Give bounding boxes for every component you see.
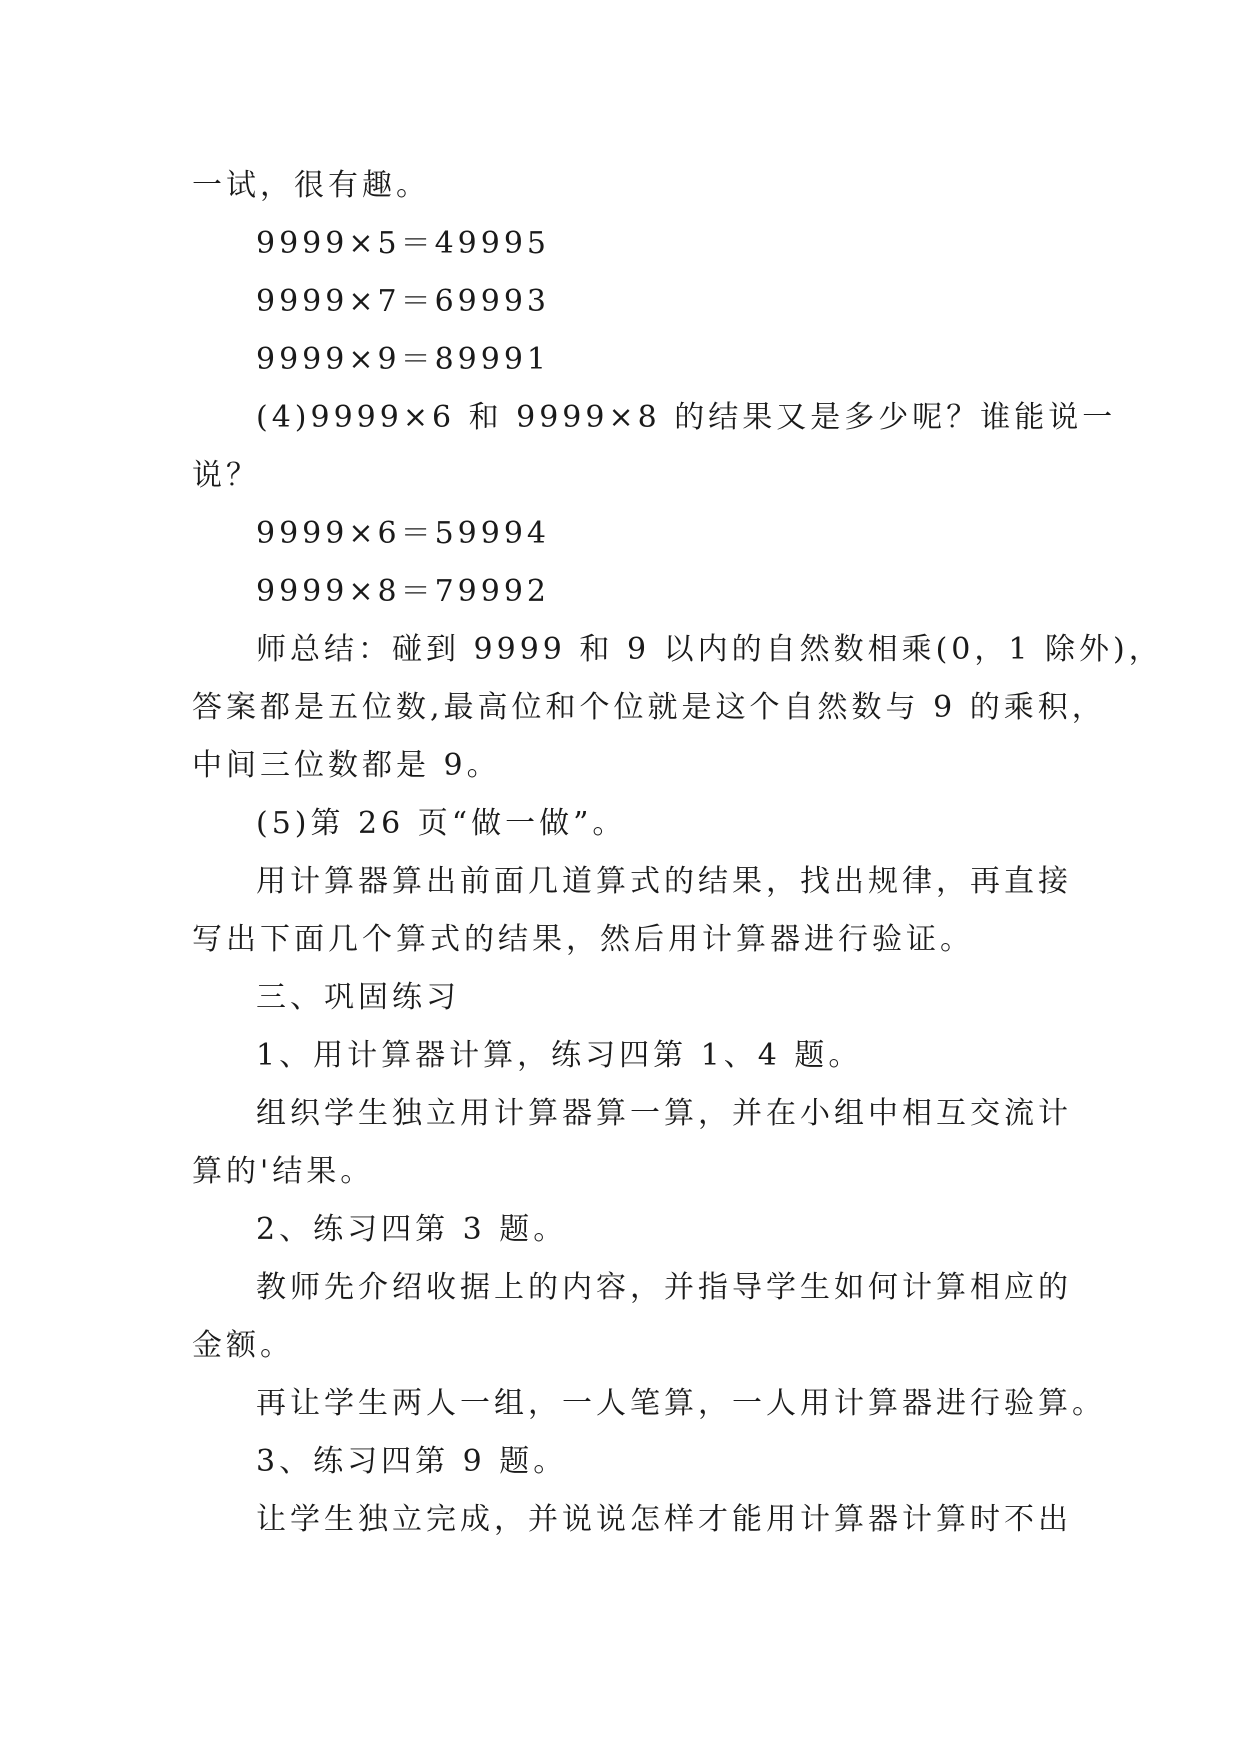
section-heading: 三、巩固练习 [256,980,460,1015]
text-line: 1、用计算器计算，练习四第 1、4 题。 [256,1038,863,1073]
text-line: (5)第 26 页“做一做”。 [256,806,627,841]
text-line: 答案都是五位数,最高位和个位就是这个自然数与 9 的乘积， [192,690,1106,725]
text-line: 说？ [192,458,260,493]
text-line: 2、练习四第 3 题。 [256,1212,568,1247]
text-line: 用计算器算出前面几道算式的结果，找出规律，再直接 [256,864,1072,899]
text-line: 一试，很有趣。 [192,168,430,203]
text-line: 9999×6＝59994 [256,516,551,551]
text-line: (4)9999×6 和 9999×8 的结果又是多少呢？谁能说一 [256,400,1117,435]
text-line: 组织学生独立用计算器算一算，并在小组中相互交流计 [256,1096,1072,1131]
text-line: 算的'结果。 [192,1154,375,1189]
text-line: 让学生独立完成，并说说怎样才能用计算器计算时不出 [256,1502,1072,1537]
text-line: 9999×5＝49995 [256,226,551,261]
text-line: 写出下面几个算式的结果，然后用计算器进行验证。 [192,922,974,957]
text-line: 9999×8＝79992 [256,574,551,609]
text-line: 金额。 [192,1328,294,1363]
text-line: 再让学生两人一组，一人笔算，一人用计算器进行验算。 [256,1386,1106,1421]
text-line: 9999×9＝89991 [256,342,551,377]
text-line: 教师先介绍收据上的内容，并指导学生如何计算相应的 [256,1270,1072,1305]
text-line: 9999×7＝69993 [256,284,551,319]
text-line: 师总结：碰到 9999 和 9 以内的自然数相乘(0，1 除外)， [256,632,1163,667]
text-line: 3、练习四第 9 题。 [256,1444,568,1479]
text-line: 中间三位数都是 9。 [192,748,501,783]
